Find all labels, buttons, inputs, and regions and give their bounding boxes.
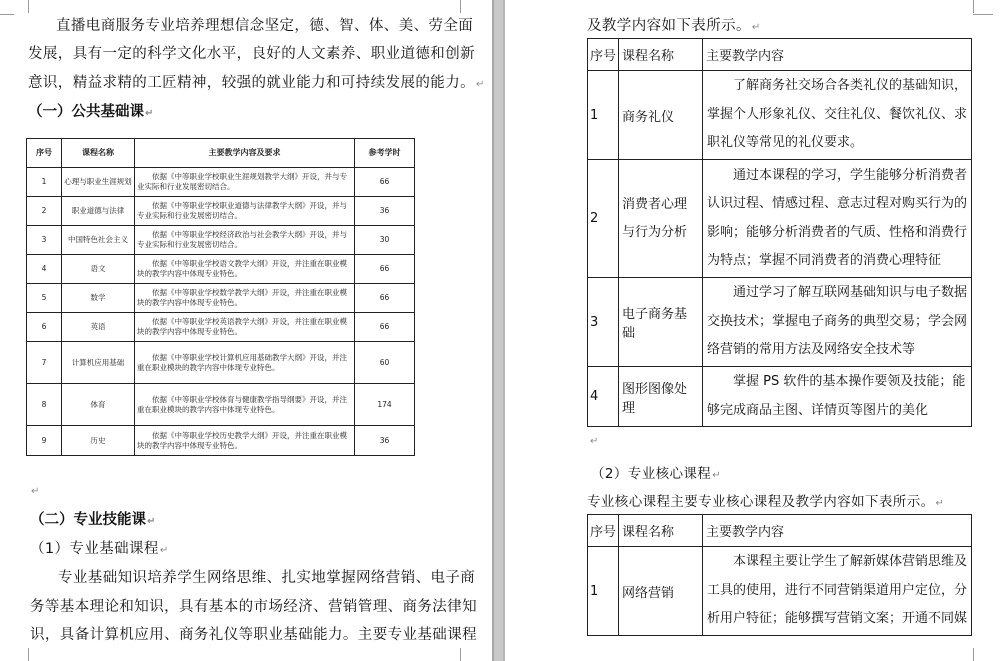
cell-no: 3 xyxy=(27,226,62,255)
cell-no: 8 xyxy=(27,384,62,426)
table-header: 课程名称 xyxy=(619,39,703,71)
core-courses-heading: （2）专业核心课程↵ xyxy=(591,466,721,482)
table-header: 主要教学内容 xyxy=(703,39,972,71)
table-row xyxy=(27,313,415,342)
document-page-right xyxy=(505,0,1004,661)
cell-hours: 36 xyxy=(355,197,415,226)
intro-line: 发展，具有一定的科学文化水平，良好的人文素养、职业道德和创新 xyxy=(28,46,475,62)
table-header: 序号 xyxy=(588,39,619,71)
continuation-line: 及教学内容如下表所示。↵ xyxy=(587,18,761,34)
crop-mark xyxy=(0,14,14,29)
cell-hours: 66 xyxy=(355,255,415,284)
cell-no: 1 xyxy=(588,71,619,160)
cell-no: 2 xyxy=(27,197,62,226)
table-header: 序号 xyxy=(588,515,619,547)
table-row xyxy=(27,168,415,197)
table-row xyxy=(27,342,415,384)
document-page-left xyxy=(0,0,492,661)
cell-name: 消费者心理与行为分析 xyxy=(619,160,703,278)
table-row xyxy=(588,547,972,636)
table-header: 参考学时 xyxy=(355,139,415,168)
cell-name: 数学 xyxy=(62,284,135,313)
cell-hours: 66 xyxy=(355,284,415,313)
section-heading-skills: （二）专业技能课↵ xyxy=(30,512,156,528)
section-heading-public: （一）公共基础课↵ xyxy=(28,104,154,120)
table-header: 序号 xyxy=(27,139,62,168)
cell-name: 心理与职业生涯规划 xyxy=(62,168,135,197)
foundation-courses-table xyxy=(587,38,972,427)
cell-hours: 60 xyxy=(355,342,415,384)
crop-mark xyxy=(14,0,29,13)
cell-hours: 66 xyxy=(355,168,415,197)
cell-name: 中国特色社会主义 xyxy=(62,226,135,255)
cell-hours: 36 xyxy=(355,426,415,456)
crop-mark xyxy=(973,14,993,29)
cell-name: 语文 xyxy=(62,255,135,284)
cell-name: 电子商务基础 xyxy=(619,278,703,367)
paragraph-line: 识，具备计算机应用、商务礼仪等职业基础能力。主要专业基础课程 xyxy=(30,627,477,643)
core-courses-intro: 专业核心课程主要专业核心课程及教学内容如下表所示。↵ xyxy=(587,494,945,510)
cell-hours: 66 xyxy=(355,313,415,342)
table-row xyxy=(27,226,415,255)
table-row xyxy=(588,160,972,278)
cell-desc: 依据《中等职业学校体育与健康教学指导纲要》开设，并注重在职业模块的教学内容中体现专业特色。 xyxy=(135,384,355,426)
cell-desc: 本课程主要让学生了解新媒体营销思维及工具的使用，进行不同营销渠道用户定位，分析用户特征；能够撰写营销文案；开通不同媒 xyxy=(703,547,972,636)
cell-desc: 通过学习了解互联网基础知识与电子数据交换技术；掌握电子商务的典型交易；学会网络营销的常用方法及网络安全技术等 xyxy=(703,278,972,367)
cell-desc: 依据《中等职业学校数学教学大纲》开设，并注重在职业模块的教学内容中体现专业特色。 xyxy=(135,284,355,313)
public-courses-table xyxy=(26,138,415,456)
table-row xyxy=(27,284,415,313)
paragraph-line: 专业基础知识培养学生网络思维、扎实地掌握网络营销、电子商 xyxy=(58,570,476,586)
table-header-row xyxy=(588,515,972,547)
cell-name: 商务礼仪 xyxy=(619,71,703,160)
table-header: 课程名称 xyxy=(619,515,703,547)
cell-no: 7 xyxy=(27,342,62,384)
cell-no: 5 xyxy=(27,284,62,313)
cell-desc: 依据《中等职业学校计算机应用基础教学大纲》开设，并注重在职业模块的教学内容中体现专业特色。 xyxy=(135,342,355,384)
cell-hours: 30 xyxy=(355,226,415,255)
cell-desc: 依据《中等职业学校语文教学大纲》开设，并注重在职业模块的教学内容中体现专业特色。 xyxy=(135,255,355,284)
cell-desc: 依据《中等职业学校历史教学大纲》开设，并注重在职业模块的教学内容中体现专业特色。 xyxy=(135,426,355,456)
cell-desc: 依据《中等职业学校经济政治与社会教学大纲》开设，并与专业实际和行业发展密切结合。 xyxy=(135,226,355,255)
table-header-row xyxy=(588,39,972,71)
cell-no: 9 xyxy=(27,426,62,456)
crop-mark xyxy=(973,648,988,661)
page-gutter xyxy=(492,0,505,661)
cell-name: 历史 xyxy=(62,426,135,456)
cell-no: 3 xyxy=(588,278,619,367)
table-header: 主要教学内容 xyxy=(703,515,972,547)
cell-no: 4 xyxy=(27,255,62,284)
paragraph-mark: ↵ xyxy=(31,486,40,497)
cell-name: 职业道德与法律 xyxy=(62,197,135,226)
cell-no: 1 xyxy=(27,168,62,197)
cell-desc: 依据《中等职业学校英语教学大纲》开设，并注重在职业模块的教学内容中体现专业特色。 xyxy=(135,313,355,342)
cell-name: 体育 xyxy=(62,384,135,426)
crop-mark xyxy=(460,648,475,661)
cell-desc: 依据《中等职业学校职业生涯规划教学大纲》开设，并与专业实际和行业发展密切结合。 xyxy=(135,168,355,197)
crop-mark xyxy=(973,0,988,13)
paragraph-mark: ↵ xyxy=(590,436,599,447)
cell-name: 英语 xyxy=(62,313,135,342)
intro-line: 直播电商服务专业培养理想信念坚定，德、智、体、美、劳全面 xyxy=(56,18,474,34)
cell-desc: 依据《中等职业学校职业道德与法律教学大纲》开设，并与专业实际和行业发展密切结合。 xyxy=(135,197,355,226)
intro-line: 意识，精益求精的工匠精神，较强的就业能力和可持续发展的能力。↵ xyxy=(28,75,485,91)
cell-no: 4 xyxy=(588,367,619,427)
cell-hours: 174 xyxy=(355,384,415,426)
table-row xyxy=(27,197,415,226)
cell-no: 6 xyxy=(27,313,62,342)
cell-name: 计算机应用基础 xyxy=(62,342,135,384)
cell-no: 1 xyxy=(588,547,619,636)
paragraph-line: 务等基本理论和知识，具有基本的市场经济、营销管理、商务法律知 xyxy=(30,599,477,615)
cell-no: 2 xyxy=(588,160,619,278)
core-courses-table xyxy=(587,514,972,636)
subheading-foundation: （1）专业基础课程↵ xyxy=(30,541,169,557)
table-row xyxy=(588,367,972,427)
table-header: 主要教学内容及要求 xyxy=(135,139,355,168)
cell-desc: 通过本课程的学习，学生能够分析消费者认识过程、情感过程、意志过程对购买行为的影响；能够分析消费者的气质、性格和消费行为特点；掌握不同消费者的消费心理特征 xyxy=(703,160,972,278)
cell-name: 网络营销 xyxy=(619,547,703,636)
table-row xyxy=(27,426,415,456)
table-row xyxy=(588,278,972,367)
table-row xyxy=(27,255,415,284)
table-row xyxy=(588,71,972,160)
cell-name: 图形图像处理 xyxy=(619,367,703,427)
cell-desc: 掌握 PS 软件的基本操作要领及技能；能够完成商品主图、详情页等图片的美化 xyxy=(703,367,972,427)
table-header-row xyxy=(27,139,415,168)
crop-mark xyxy=(460,0,475,13)
table-header: 课程名称 xyxy=(62,139,135,168)
cell-desc: 了解商务社交场合各类礼仪的基础知识，掌握个人形象礼仪、交往礼仪、餐饮礼仪、求职礼仪等常见的礼仪要求。 xyxy=(703,71,972,160)
table-row xyxy=(27,384,415,426)
crop-mark xyxy=(14,648,29,661)
